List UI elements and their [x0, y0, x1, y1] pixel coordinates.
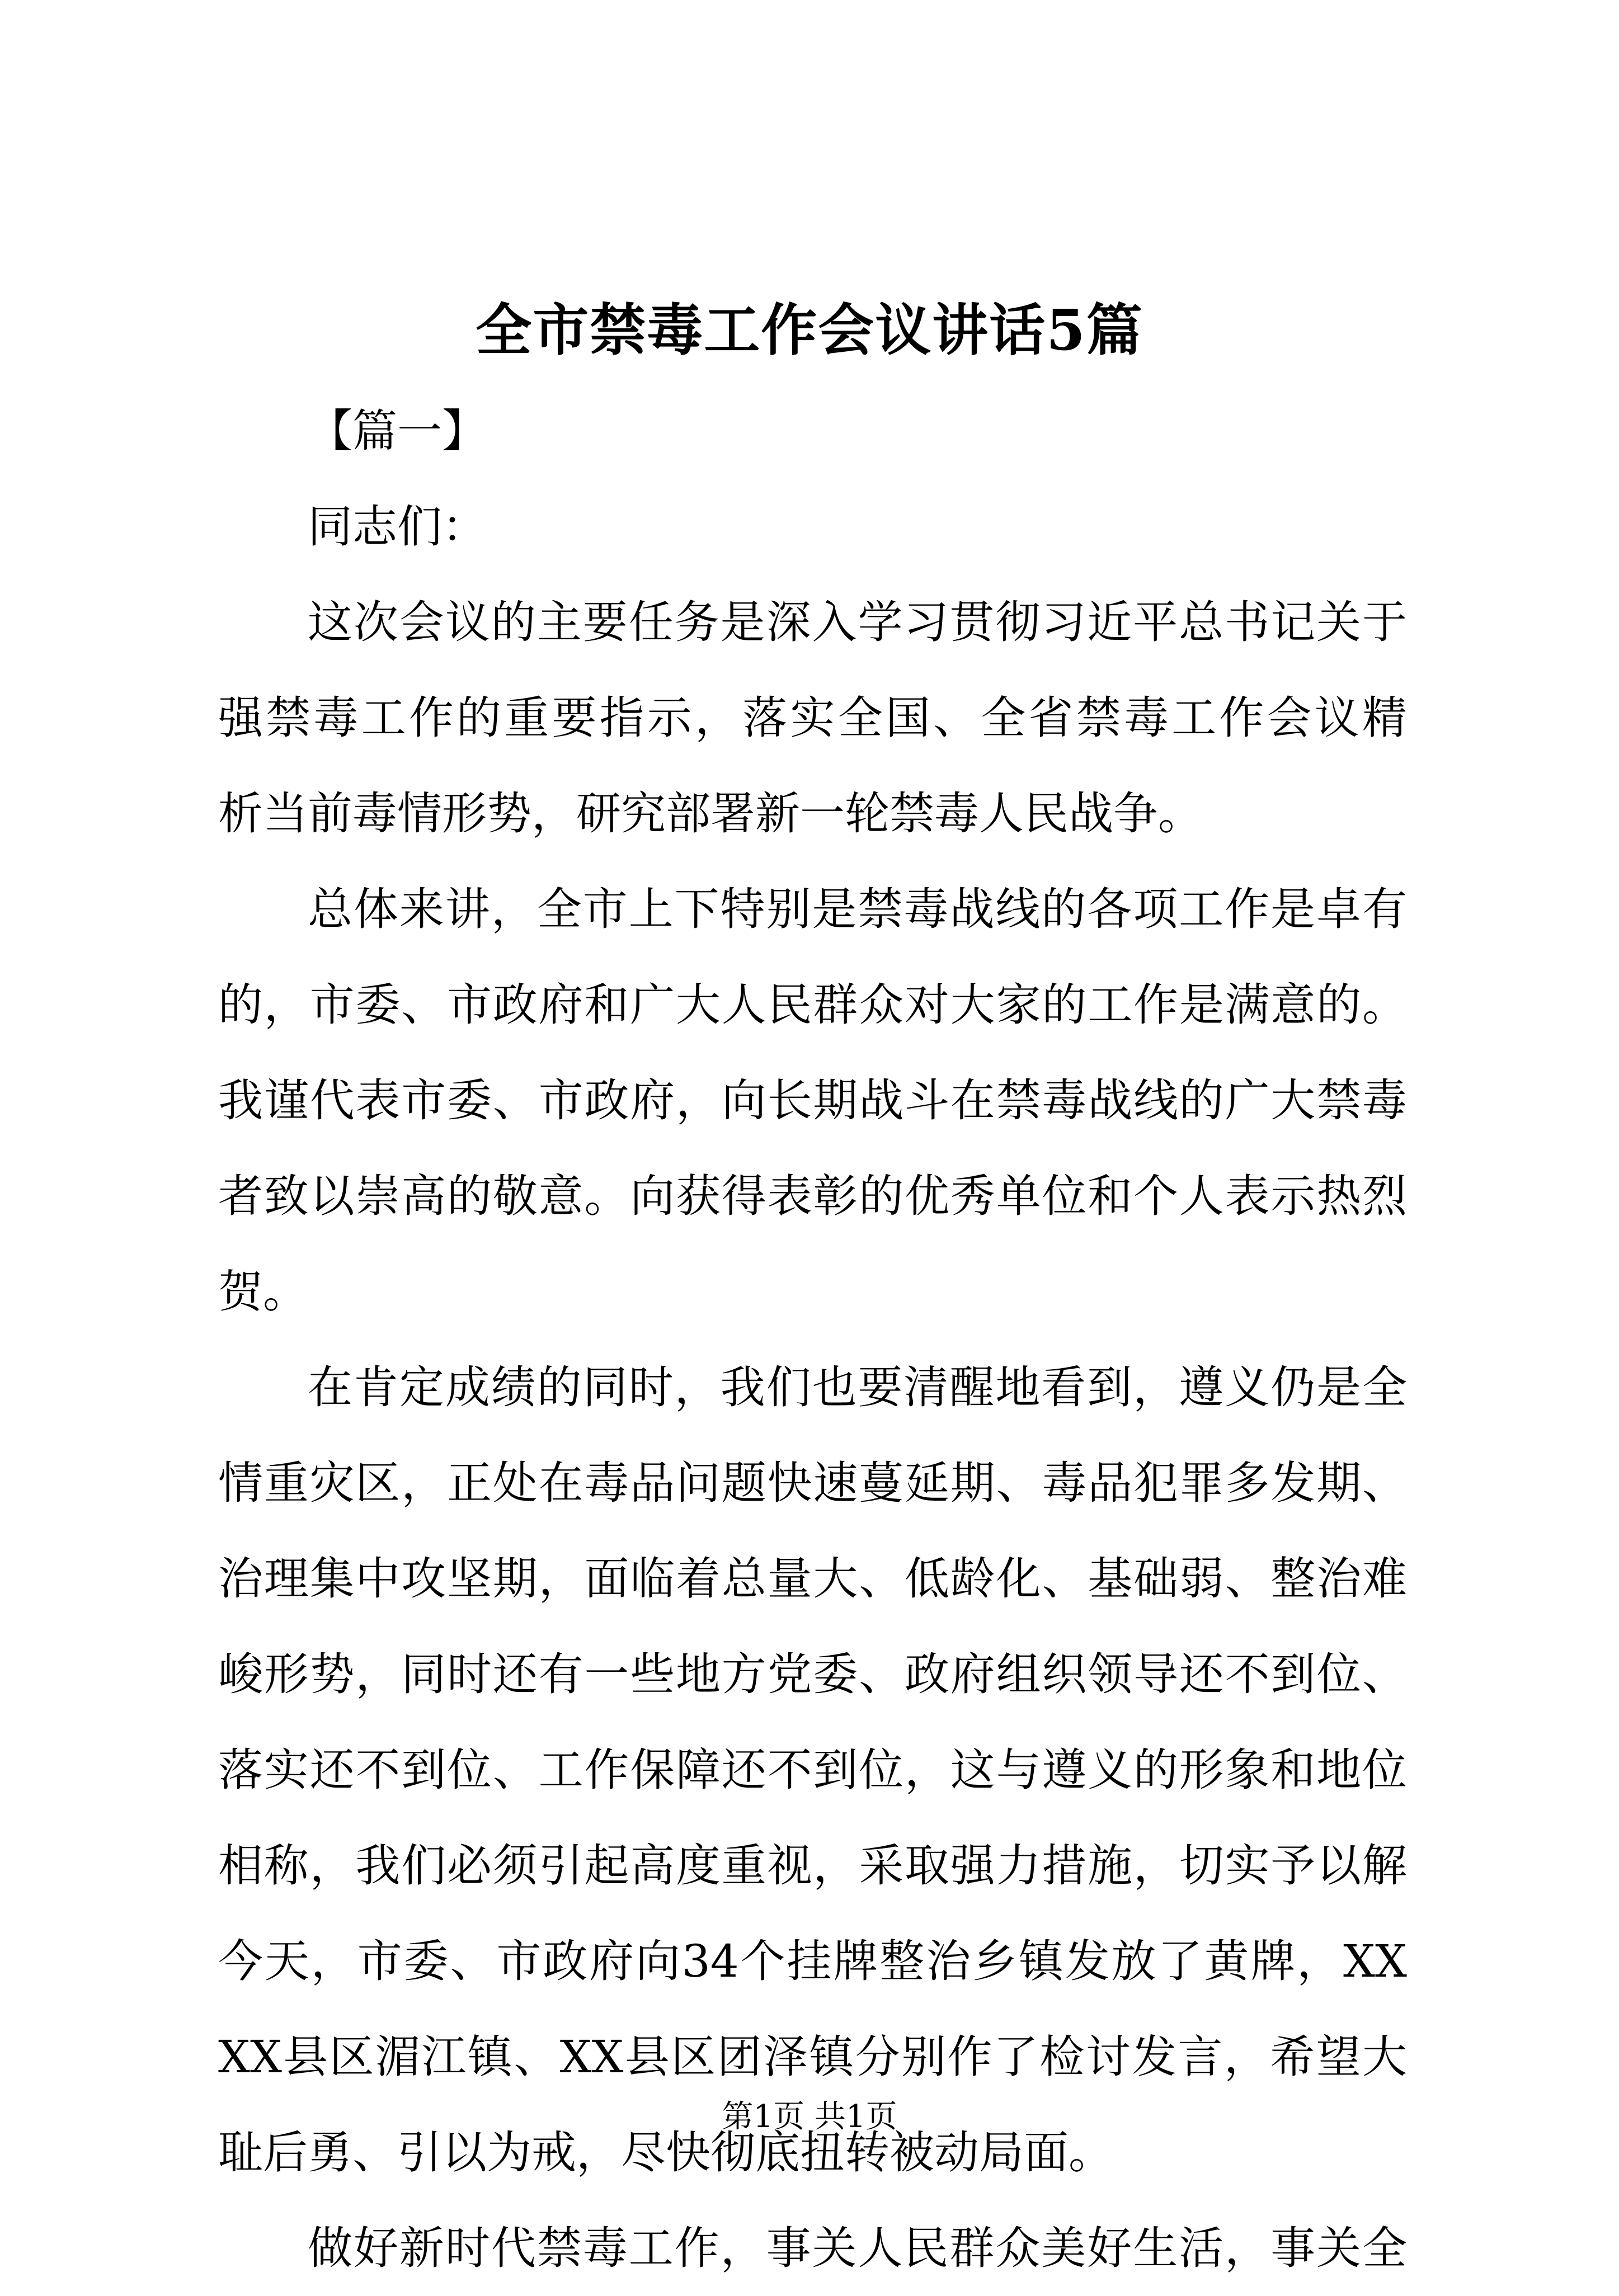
body-line: 峻形势，同时还有一些地方党委、政府组织领导还不到位、	[218, 1648, 1407, 1700]
body-line: XX县区湄江镇、XX县区团泽镇分别作了检讨发言，希望大	[218, 2031, 1407, 2083]
salutation: 同志们：	[308, 501, 487, 553]
body-line: 强禁毒工作的重要指示，落实全国、全省禁毒工作会议精	[218, 692, 1407, 744]
body-line: 我谨代表市委、市政府，向长期战斗在禁毒战线的广大禁毒	[218, 1074, 1407, 1126]
body-line: 情重灾区，正处在毒品问题快速蔓延期、毒品犯罪多发期、	[218, 1457, 1407, 1509]
body-line: 耻后勇、引以为戒，尽快彻底扭转被动局面。	[218, 2127, 1113, 2179]
body-line: 相称，我们必须引起高度重视，采取强力措施，切实予以解	[218, 1840, 1407, 1892]
body-line: 在肯定成绩的同时，我们也要清醒地看到，遵义仍是全	[308, 1361, 1407, 1413]
body-line: 治理集中攻坚期，面临着总量大、低龄化、基础弱、整治难	[218, 1553, 1407, 1605]
body-line: 总体来讲，全市上下特别是禁毒战线的各项工作是卓有	[308, 883, 1407, 935]
body-line: 落实还不到位、工作保障还不到位，这与遵义的形象和地位	[218, 1744, 1407, 1796]
body-line: 这次会议的主要任务是深入学习贯彻习近平总书记关于	[308, 596, 1407, 648]
page-footer: 第1页 共1页	[722, 2099, 897, 2135]
document-title: 全市禁毒工作会议讲话5篇	[476, 297, 1143, 363]
body-text	[218, 574, 1407, 2296]
body-line: 今天，市委、市政府向34个挂牌整治乡镇发放了黄牌，XX	[218, 1935, 1407, 1987]
body-line: 者致以崇高的敬意。向获得表彰的优秀单位和个人表示热烈	[218, 1170, 1407, 1222]
body-line: 的，市委、市政府和广大人民群众对大家的工作是满意的。	[218, 979, 1407, 1031]
section-label: 【篇一】	[308, 405, 487, 457]
body-line: 做好新时代禁毒工作，事关人民群众美好生活，事关全	[308, 2222, 1407, 2274]
body-line: 析当前毒情形势，研究部署新一轮禁毒人民战争。	[218, 788, 1203, 840]
body-line: 贺。	[218, 1266, 308, 1318]
document-body	[218, 383, 1407, 2296]
